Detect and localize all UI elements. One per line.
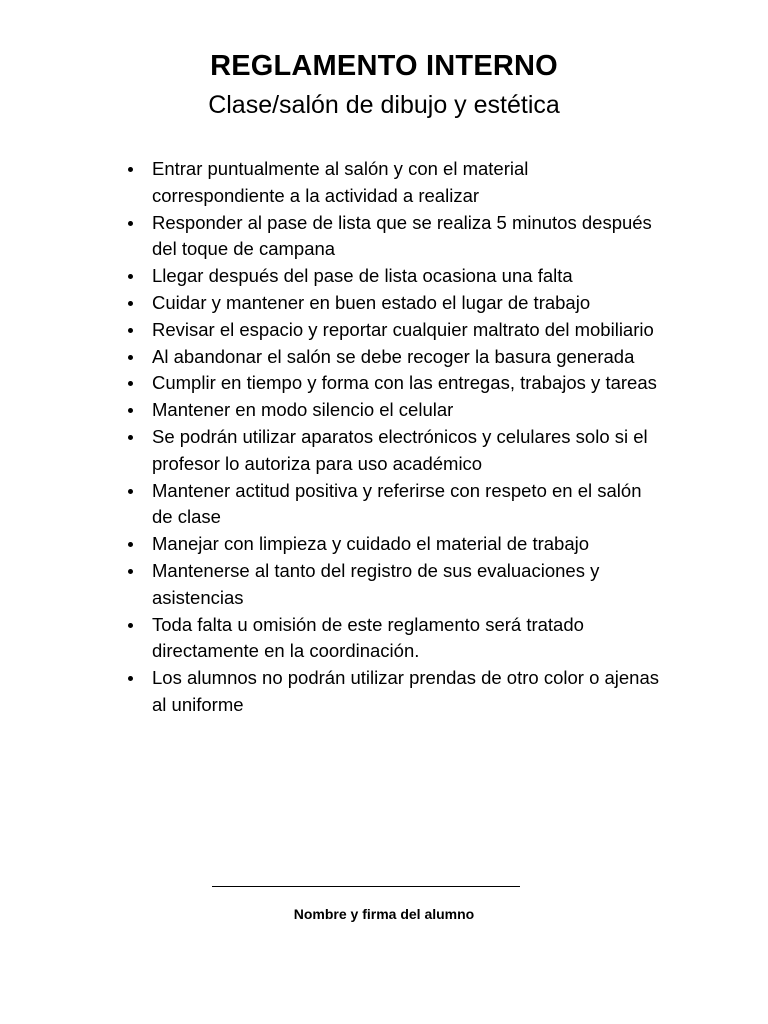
list-item — [124, 665, 664, 719]
rule-text: Mantenerse al tanto del registro de sus evaluaciones y asistencias — [152, 559, 600, 608]
bullet-icon — [128, 355, 133, 360]
rule-text: Llegar después del pase de lista ocasiona una falta — [152, 265, 573, 287]
list-item — [124, 156, 664, 210]
list-item — [124, 424, 664, 478]
rule-text: Mantener actitud positiva y referirse con respeto en el salón de clase — [152, 479, 642, 528]
rule-text: Responder al pase de lista que se realiza 5 minutos después del toque de campana — [152, 211, 652, 260]
list-item — [124, 317, 664, 344]
rule-text: Al abandonar el salón se debe recoger la basura generada — [152, 345, 635, 367]
list-item — [124, 370, 664, 397]
signature-label: Nombre y firma del alumno — [293, 906, 475, 922]
list-item — [124, 290, 664, 317]
rules-list — [124, 156, 664, 719]
bullet-icon — [128, 381, 133, 386]
list-item — [124, 531, 664, 558]
bullet-icon — [128, 489, 133, 494]
rule-text: Cuidar y mantener en buen estado el lugar de trabajo — [152, 291, 591, 313]
bullet-icon — [128, 167, 133, 172]
bullet-icon — [128, 328, 133, 333]
rule-text: Manejar con limpieza y cuidado el material de trabajo — [152, 533, 590, 555]
rule-text: Los alumnos no podrán utilizar prendas de otro color o ajenas al uniforme — [152, 667, 660, 715]
list-item — [124, 210, 664, 264]
rule-text: Cumplir en tiempo y forma con las entregas, trabajos y tareas — [152, 372, 657, 394]
list-item — [124, 344, 664, 371]
document-subtitle: Clase/salón de dibujo y estética — [208, 91, 560, 119]
list-item — [124, 612, 664, 666]
bullet-icon — [128, 623, 133, 628]
rule-text: Se podrán utilizar aparatos electrónicos y celulares solo si el profesor lo autoriza para uso académico — [152, 425, 648, 474]
list-item — [124, 558, 664, 612]
bullet-icon — [128, 274, 133, 279]
rule-text: Entrar puntualmente al salón y con el material correspondiente a la actividad a realizar — [152, 158, 529, 206]
list-item — [124, 263, 664, 290]
list-item — [124, 397, 664, 424]
signature-line — [212, 886, 520, 887]
bullet-icon — [128, 301, 133, 306]
document-title: REGLAMENTO INTERNO — [210, 50, 558, 82]
rule-text: Mantener en modo silencio el celular — [152, 399, 454, 421]
bullet-icon — [128, 435, 133, 440]
bullet-icon — [128, 569, 133, 574]
rule-text: Toda falta u omisión de este reglamento será tratado directamente en la coordinación. — [152, 613, 584, 662]
bullet-icon — [128, 676, 133, 681]
list-item — [124, 478, 664, 532]
bullet-icon — [128, 221, 133, 226]
rule-text: Revisar el espacio y reportar cualquier maltrato del mobiliario — [152, 318, 654, 340]
bullet-icon — [128, 542, 133, 547]
bullet-icon — [128, 408, 133, 413]
